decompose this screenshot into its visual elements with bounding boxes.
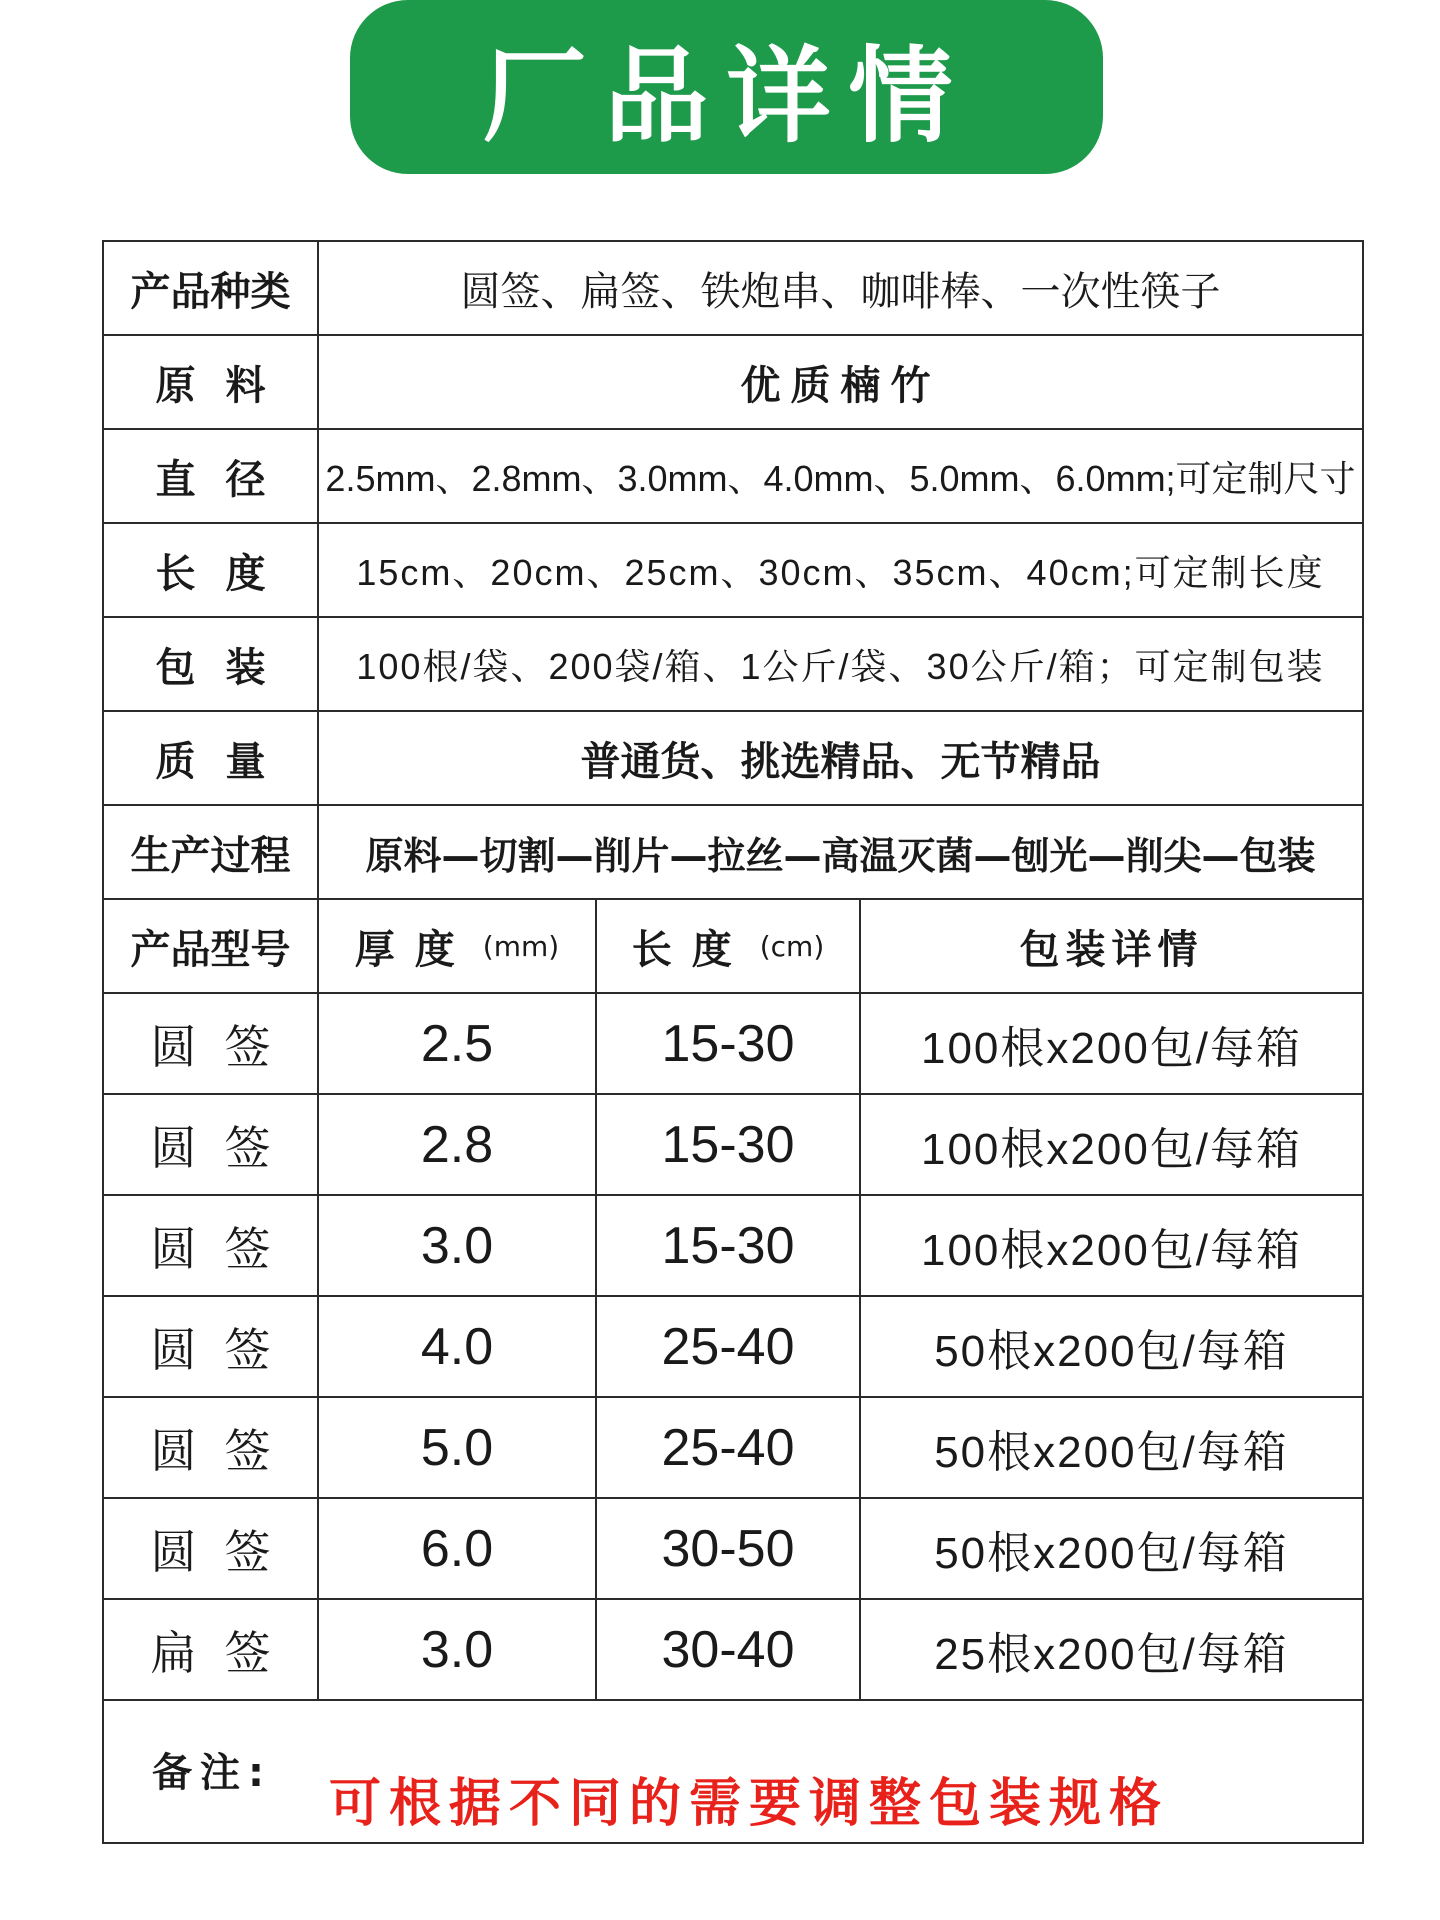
note-label: 备注: xyxy=(152,1750,272,1796)
spec-row-quality xyxy=(104,712,1362,806)
model-length: 15-30 xyxy=(597,1196,861,1295)
model-name: 扁签 xyxy=(104,1600,319,1699)
spec-value-material: 优质楠竹 xyxy=(740,362,941,409)
model-thickness: 3.0 xyxy=(319,1600,597,1699)
model-name: 圆签 xyxy=(104,1398,319,1497)
model-thickness: 3.0 xyxy=(319,1196,597,1295)
spec-row-diameter xyxy=(104,430,1362,524)
title-banner xyxy=(350,0,1103,174)
model-thickness: 4.0 xyxy=(319,1297,597,1396)
model-name: 圆签 xyxy=(104,1196,319,1295)
model-packing: 25根x200包/每箱 xyxy=(934,1629,1289,1679)
table-row xyxy=(104,1095,1362,1196)
spec-value-quality: 普通货、挑选精品、无节精品 xyxy=(580,738,1101,785)
spec-label-diameter: 直径 xyxy=(104,430,319,522)
model-thickness: 2.8 xyxy=(319,1095,597,1194)
model-length: 25-40 xyxy=(597,1398,861,1497)
spec-value-packaging: 100根/袋、200袋/箱、1公斤/袋、30公斤/箱；可定制包装 xyxy=(356,645,1325,687)
spec-row-category xyxy=(104,242,1362,336)
spec-row-material xyxy=(104,336,1362,430)
table-row xyxy=(104,1499,1362,1600)
model-packing: 100根x200包/每箱 xyxy=(920,1124,1303,1174)
model-packing: 50根x200包/每箱 xyxy=(934,1427,1289,1477)
header-thickness-label: 厚度 xyxy=(354,926,475,973)
header-length xyxy=(597,900,861,992)
spec-label-packaging: 包装 xyxy=(104,618,319,710)
spec-label-material: 原料 xyxy=(104,336,319,428)
models-header-row xyxy=(104,900,1362,994)
model-name: 圆签 xyxy=(104,994,319,1093)
header-thickness xyxy=(319,900,597,992)
model-name: 圆签 xyxy=(104,1499,319,1598)
spec-label-length: 长度 xyxy=(104,524,319,616)
spec-row-process xyxy=(104,806,1362,900)
header-packing: 包装详情 xyxy=(1019,926,1204,973)
model-length: 30-40 xyxy=(597,1600,861,1699)
spec-value-process: 原料—切割—削片—拉丝—高温灭菌—刨光—削尖—包装 xyxy=(365,833,1316,878)
header-length-unit: (cm) xyxy=(759,929,825,963)
table-row xyxy=(104,1600,1362,1701)
model-thickness: 2.5 xyxy=(319,994,597,1093)
spec-label-quality: 质量 xyxy=(104,712,319,804)
model-name: 圆签 xyxy=(104,1297,319,1396)
model-length: 15-30 xyxy=(597,1095,861,1194)
product-details-table xyxy=(102,240,1364,1844)
model-packing: 50根x200包/每箱 xyxy=(934,1326,1289,1376)
model-packing: 50根x200包/每箱 xyxy=(934,1528,1289,1578)
header-thickness-unit: (mm) xyxy=(482,929,560,963)
model-thickness: 6.0 xyxy=(319,1499,597,1598)
note-section xyxy=(104,1701,1362,1842)
model-thickness: 5.0 xyxy=(319,1398,597,1497)
spec-row-length xyxy=(104,524,1362,618)
header-model: 产品型号 xyxy=(104,900,319,992)
spec-value-category: 圆签、扁签、铁炮串、咖啡棒、一次性筷子 xyxy=(460,268,1221,315)
model-length: 15-30 xyxy=(597,994,861,1093)
table-row xyxy=(104,994,1362,1095)
spec-value-length: 15cm、20cm、25cm、30cm、35cm、40cm;可定制长度 xyxy=(356,551,1325,593)
header-length-label: 长度 xyxy=(631,926,752,973)
spec-row-packaging xyxy=(104,618,1362,712)
model-length: 25-40 xyxy=(597,1297,861,1396)
spec-value-diameter: 2.5mm、2.8mm、3.0mm、4.0mm、5.0mm、6.0mm;可定制尺寸 xyxy=(325,457,1356,499)
table-row xyxy=(104,1297,1362,1398)
spec-label-process: 生产过程 xyxy=(104,806,319,898)
table-row xyxy=(104,1398,1362,1499)
spec-label-category: 产品种类 xyxy=(104,242,319,334)
model-length: 30-50 xyxy=(597,1499,861,1598)
model-packing: 100根x200包/每箱 xyxy=(920,1023,1303,1073)
banner-title: 厂品详情 xyxy=(482,35,971,157)
model-name: 圆签 xyxy=(104,1095,319,1194)
table-row xyxy=(104,1196,1362,1297)
model-packing: 100根x200包/每箱 xyxy=(920,1225,1303,1275)
note-text: 可根据不同的需要调整包装规格 xyxy=(329,1774,1170,1834)
